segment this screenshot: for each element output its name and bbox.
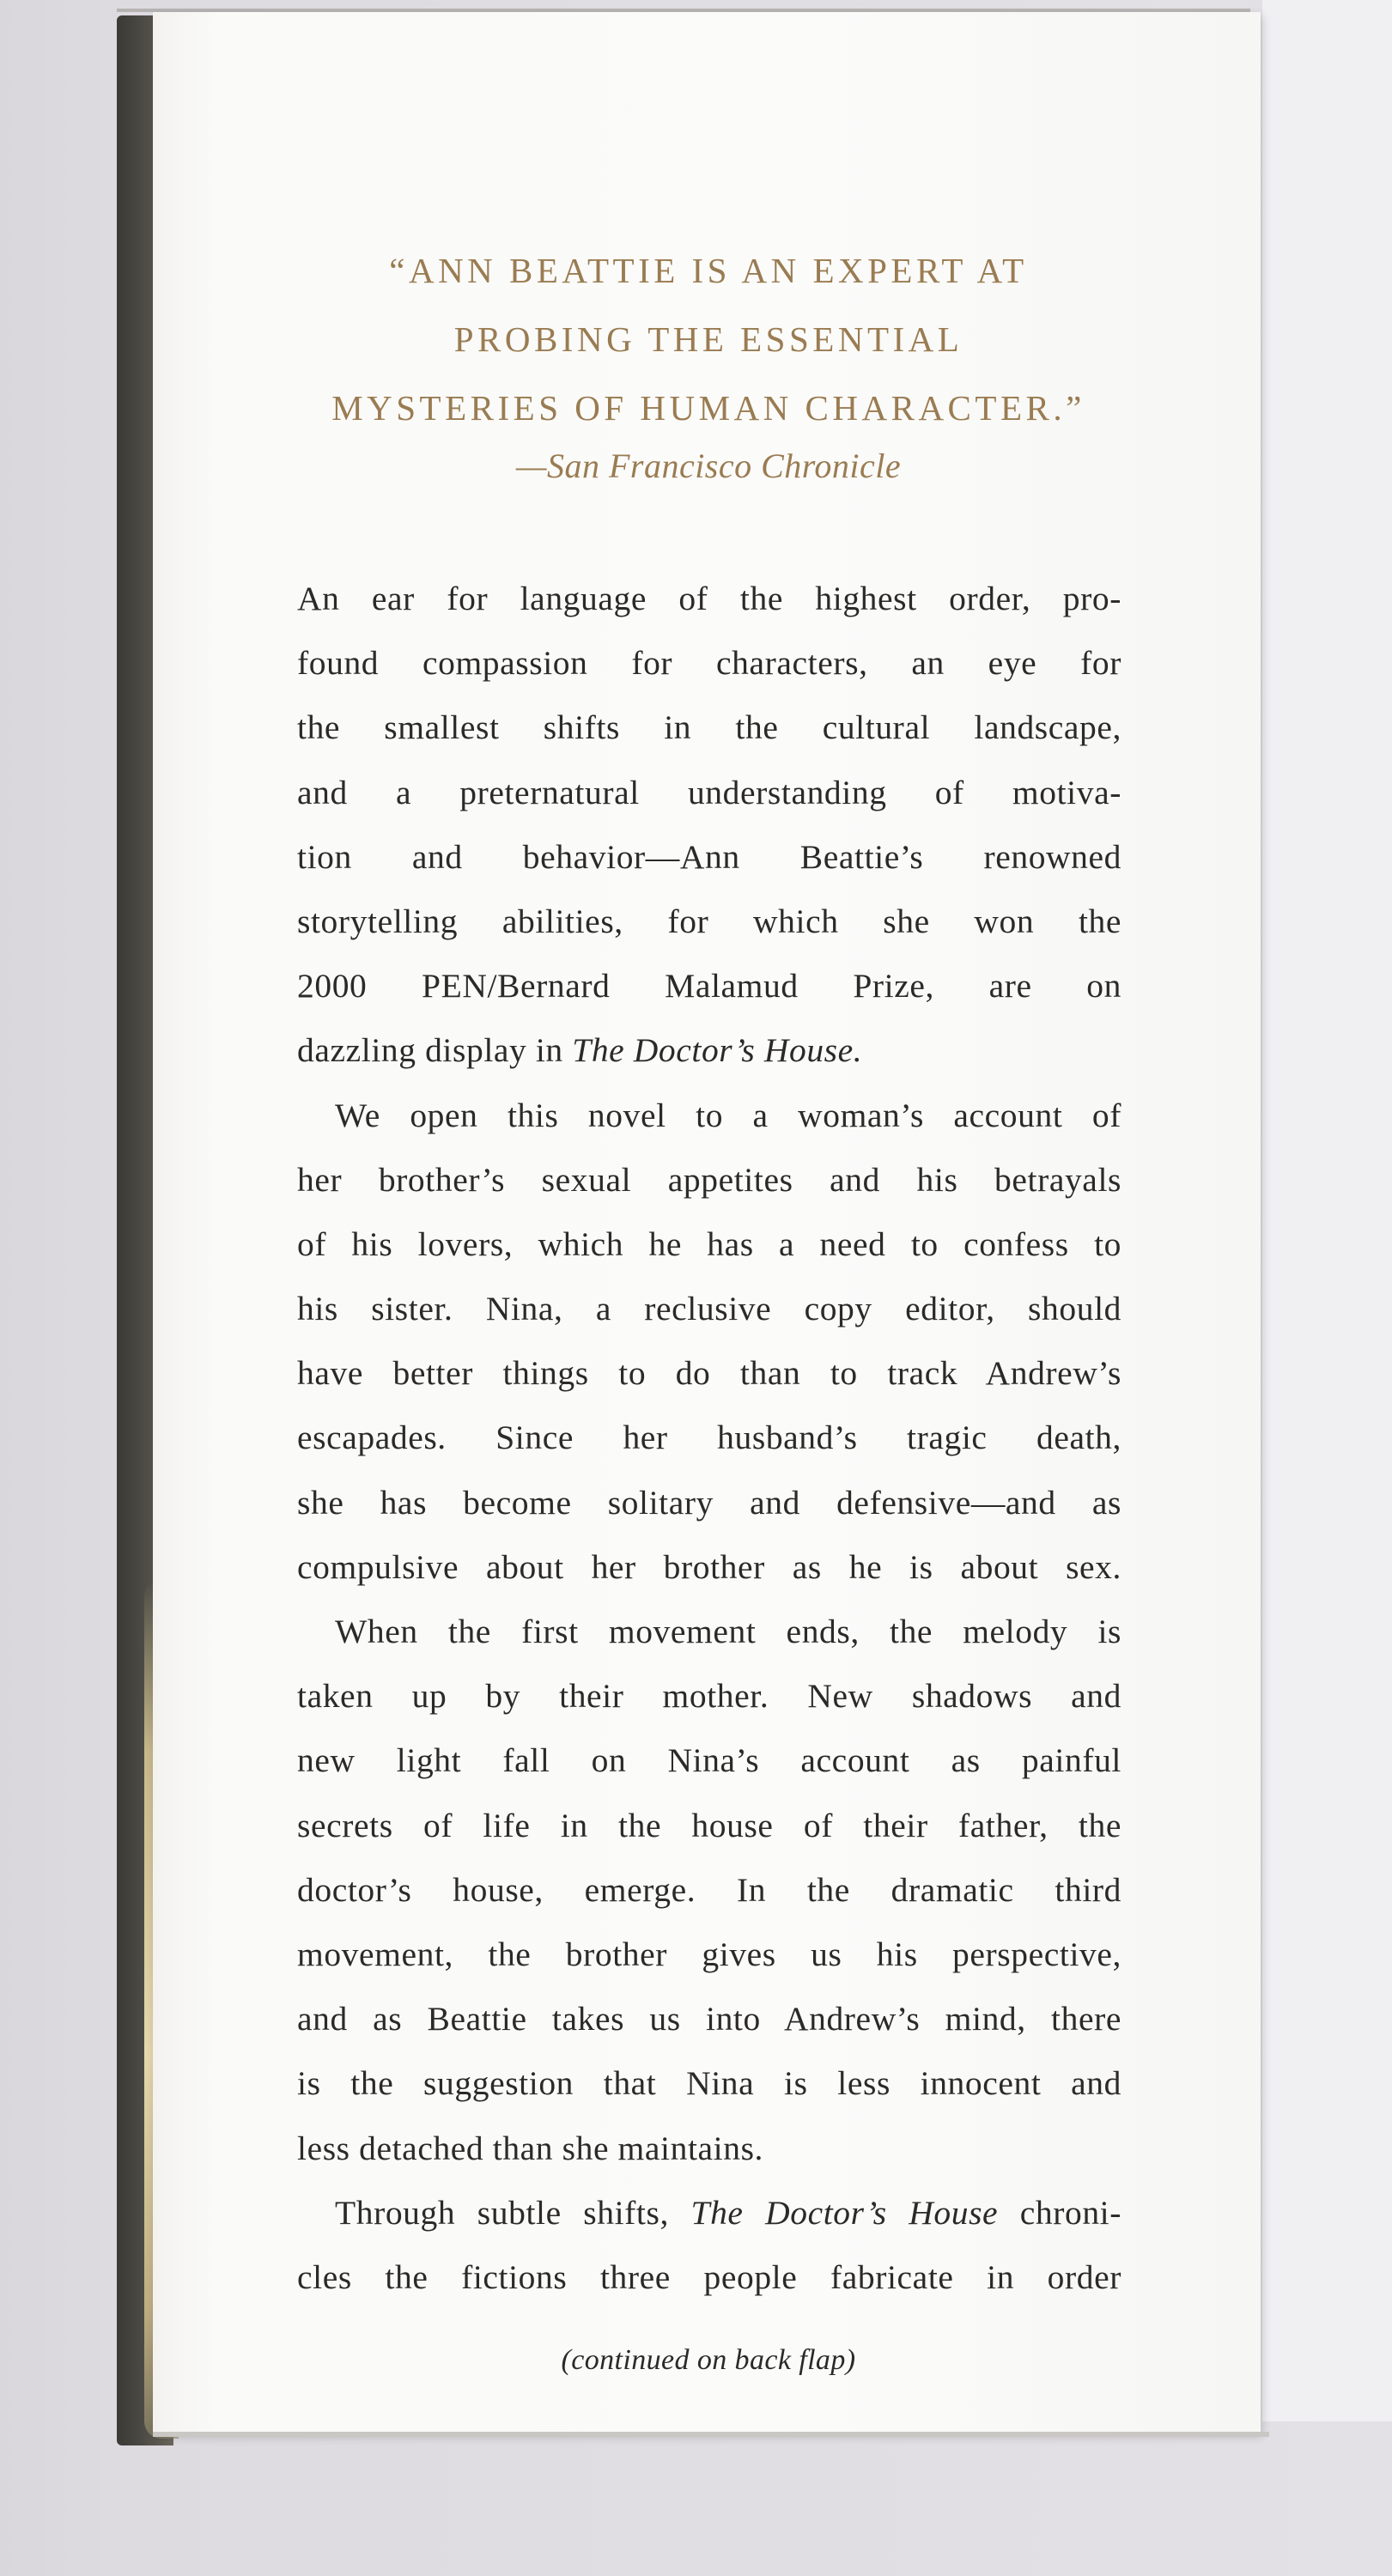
text-line: We open this novel to a woman’s account of bbox=[335, 1096, 1122, 1134]
text-line: of his lovers, which he has a need to confess to bbox=[297, 1224, 1122, 1263]
text-line: have better things to do than to track Andrew’s bbox=[297, 1354, 1122, 1393]
text-line: compulsive about her brother as he is about sex. bbox=[297, 1547, 1122, 1586]
text-line: new light fall on Nina’s account as painful bbox=[297, 1741, 1122, 1780]
text-line bbox=[297, 2181, 1122, 2245]
text-line: movement, the brother gives us his perspective, bbox=[297, 1935, 1122, 1973]
text-line: she has become solitary and defensive—and as bbox=[297, 1483, 1122, 1522]
review-quote bbox=[232, 236, 1185, 492]
text-line: his sister. Nina, a reclusive copy editor, should bbox=[297, 1290, 1122, 1328]
text-line: cles the fictions three people fabricate in order bbox=[297, 2257, 1122, 2296]
text-line: doctor’s house, emerge. In the dramatic third bbox=[297, 1870, 1122, 1909]
text-line: 2000 PEN/Bernard Malamud Prize, are on bbox=[297, 967, 1122, 1005]
text-line: When the first movement ends, the melody is bbox=[335, 1613, 1122, 1650]
text-line: less detached than she maintains. bbox=[297, 2129, 764, 2167]
book-title: The Doctor’s House bbox=[690, 2193, 999, 2232]
quote-line: PROBING THE ESSENTIAL bbox=[453, 319, 963, 359]
text-line: secrets of life in the house of their father, the bbox=[297, 1806, 1122, 1844]
text-span: dazzling display in bbox=[297, 1031, 573, 1070]
text-line: is the suggestion that Nina is less innocent and bbox=[297, 2064, 1122, 2103]
text-line: and as Beattie takes us into Andrew’s mind, there bbox=[297, 2000, 1122, 2038]
quote-line: MYSTERIES OF HUMAN CHARACTER.” bbox=[331, 388, 1085, 428]
text-line: escapades. Since her husband’s tragic death, bbox=[297, 1419, 1122, 1457]
text-line: tion and behavior—Ann Beattie’s renowned bbox=[297, 837, 1122, 876]
text-line: found compassion for characters, an eye for bbox=[297, 644, 1122, 683]
quote-line: “ANN BEATTIE IS AN EXPERT AT bbox=[389, 251, 1028, 290]
text-line: her brother’s sexual appetites and his betrayals bbox=[297, 1160, 1122, 1199]
scanner-margin bbox=[1262, 0, 1392, 2421]
text-line: and a preternatural understanding of motiva- bbox=[297, 773, 1122, 811]
text-line: An ear for language of the highest order, pro- bbox=[297, 580, 1122, 617]
text-span: Through subtle shifts, bbox=[335, 2193, 691, 2232]
text-line: storytelling abilities, for which she won the bbox=[297, 902, 1122, 940]
flap-bottom-edge bbox=[153, 2432, 1269, 2437]
continued-note: (continued on back flap) bbox=[561, 2344, 856, 2376]
flap-copy bbox=[297, 567, 1122, 2310]
text-line: taken up by their mother. New shadows and bbox=[297, 1677, 1122, 1716]
quote-attribution: —San Francisco Chronicle bbox=[515, 447, 902, 485]
text-line bbox=[297, 1018, 1122, 1083]
text-line: the smallest shifts in the cultural landscape, bbox=[297, 708, 1122, 747]
book-title: The Doctor’s House. bbox=[572, 1031, 863, 1070]
text-span: chroni- bbox=[998, 2193, 1122, 2232]
